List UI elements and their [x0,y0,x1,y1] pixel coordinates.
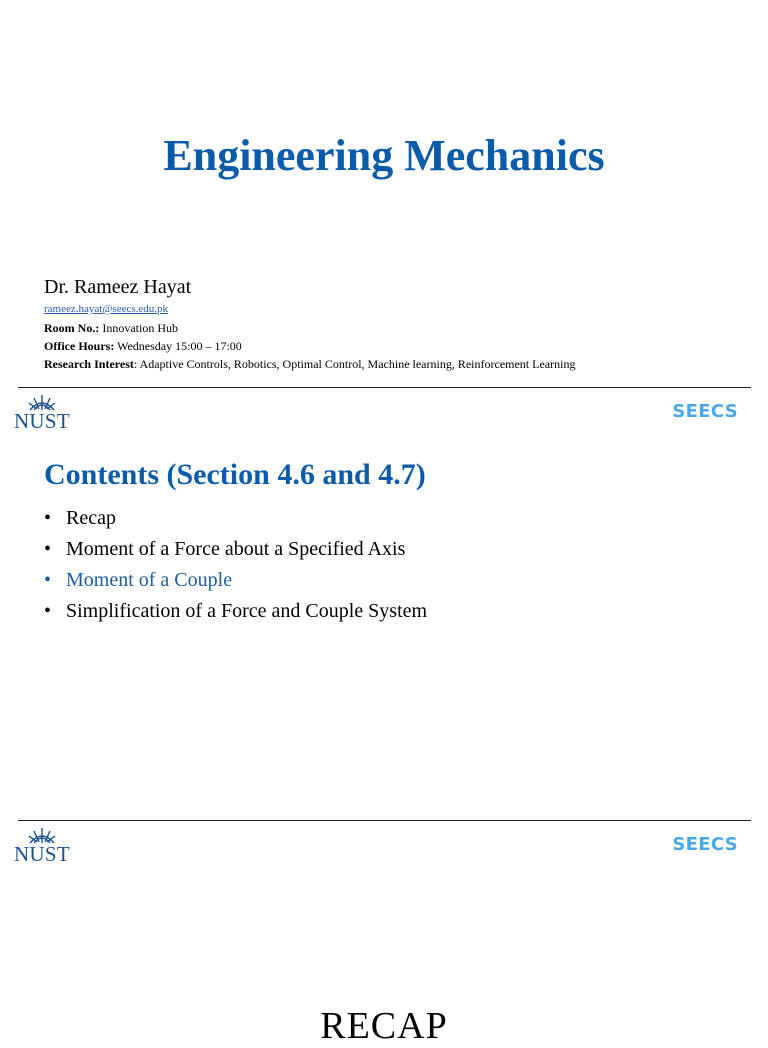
room-info [44,320,178,336]
research-interest-value: : Adaptive Controls, Robotics, Optimal Control, Machine learning, Reinforcement Learning [133,357,576,371]
author-name: Dr. Rameez Hayat [44,276,192,298]
slide-divider [18,387,751,388]
list-item: • Recap [44,507,116,529]
nust-logo-text: NUST [13,409,71,433]
nust-logo-text: NUST [13,842,71,866]
contents-list [44,503,427,627]
recap-title: RECAP [320,1005,448,1047]
office-hours-value: Wednesday 15:00 – 17:00 [114,339,242,353]
room-label: Room No.: [44,321,100,335]
list-item-active: • Moment of a Couple [44,569,233,591]
office-hours-label: Office Hours: [44,339,115,353]
office-hours-info [44,338,242,354]
list-item: • Simplification of a Force and Couple System [44,600,428,622]
research-interest-label: Research Interest [44,357,134,371]
slide-title: Engineering Mechanics [163,131,605,180]
seecs-logo: SEECS [672,401,738,422]
nust-logo [12,825,72,865]
author-email-link[interactable]: rameez.hayat@seecs.edu.pk [44,303,169,315]
seecs-logo: SEECS [672,834,738,855]
room-value: Innovation Hub [99,321,178,335]
contents-title: Contents (Section 4.6 and 4.7) [44,458,426,491]
list-item: • Moment of a Force about a Specified Axis [44,538,406,560]
slide-divider [18,820,751,821]
nust-logo [12,392,72,432]
research-interest-info [44,356,575,372]
